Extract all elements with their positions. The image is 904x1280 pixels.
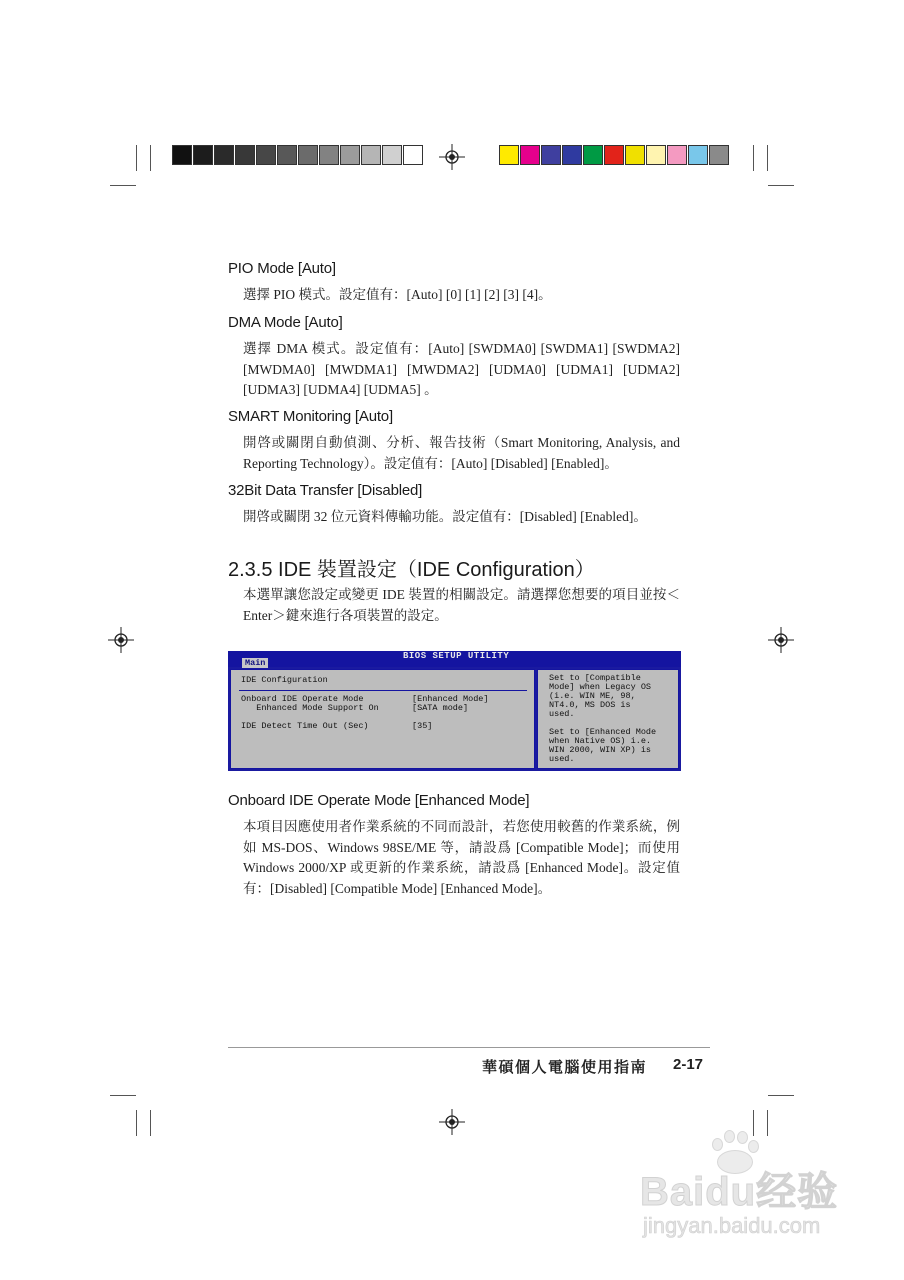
registration-mark-icon <box>439 144 465 170</box>
bios-help-line: used. <box>549 754 575 764</box>
bios-main-panel <box>230 669 535 769</box>
watermark-logo: Baidu经验 <box>640 1170 839 1214</box>
calibration-swatch <box>172 145 192 165</box>
section-intro <box>228 585 680 626</box>
calibration-swatch <box>235 145 255 165</box>
body-text: 本選單讓您設定或變更 IDE 裝置的相關設定。請選擇您想要的項目並按＜Enter＞鍵來進行各項裝置的設定。 <box>243 587 680 623</box>
calibration-swatch <box>277 145 297 165</box>
calibration-swatch <box>583 145 603 165</box>
bios-screenshot <box>228 651 681 771</box>
bios-panel-title: IDE Configuration <box>241 675 328 685</box>
section-body-smart <box>228 433 680 474</box>
bios-header <box>228 651 681 667</box>
section-heading-32bit: 32Bit Data Transfer [Disabled] <box>228 482 423 499</box>
watermark-paw-icon <box>712 1138 723 1151</box>
bios-option-label[interactable]: Onboard IDE Operate Mode <box>241 694 364 704</box>
section-heading-dma: DMA Mode [Auto] <box>228 314 343 331</box>
footer-divider <box>228 1047 710 1048</box>
calibration-swatch <box>499 145 519 165</box>
calibration-swatch <box>520 145 540 165</box>
body-text: 選擇 DMA 模式。設定值有：[Auto] [SWDMA0] [SWDMA1] [SWDMA2] [MWDMA0] [MWDMA1] [MWDMA2] [UDMA0] [UDMA1] [UDMA2] [UDMA3] [UDMA4] [UDMA5] 。 <box>243 341 680 397</box>
crop-mark <box>110 185 136 186</box>
crop-mark <box>768 185 794 186</box>
crop-mark <box>150 1110 151 1136</box>
section-heading-smart: SMART Monitoring [Auto] <box>228 408 393 425</box>
footer-title: 華碩個人電腦使用指南 <box>482 1059 648 1076</box>
bios-help-line: when Native OS) i.e. <box>549 736 652 746</box>
watermark-url: jingyan.baidu.com <box>643 1213 821 1238</box>
section-body-dma <box>228 339 680 401</box>
registration-mark-icon <box>108 627 134 653</box>
registration-mark-icon <box>439 1109 465 1135</box>
calibration-swatch <box>562 145 582 165</box>
crop-mark <box>767 145 768 171</box>
bios-divider <box>239 690 527 691</box>
bios-help-line: (i.e. WIN ME, 98, <box>549 691 636 701</box>
calibration-swatch <box>403 145 423 165</box>
bios-tab-main[interactable]: Main <box>242 658 268 668</box>
crop-mark <box>150 145 151 171</box>
body-text: 開啓或關閉自動偵測、分析、報告技術（Smart Monitoring, Analysis, and Reporting Technology）。設定值有：[Auto] [Disabled] [Enabled]。 <box>243 435 680 471</box>
calibration-swatch <box>214 145 234 165</box>
gray-calibration-bar <box>172 145 424 165</box>
bios-option-label[interactable]: Enhanced Mode Support On <box>241 703 379 713</box>
calibration-swatch <box>688 145 708 165</box>
section-body-pio <box>228 285 680 306</box>
watermark-paw-icon <box>724 1130 735 1143</box>
crop-mark <box>136 145 137 171</box>
calibration-swatch <box>193 145 213 165</box>
crop-mark <box>753 145 754 171</box>
bios-title: BIOS SETUP UTILITY <box>403 651 510 661</box>
section-body-32bit <box>228 507 680 528</box>
bios-help-line: Set to [Enhanced Mode <box>549 727 657 737</box>
bios-help-line: Mode] when Legacy OS <box>549 682 652 692</box>
watermark-paw-icon <box>737 1131 748 1144</box>
body-text: 本項目因應使用者作業系統的不同而設計，若您使用較舊的作業系統，例如 MS-DOS、Windows 98SE/ME 等，請設爲 [Compatible Mode]；而使用 Windows 2000/XP 或更新的作業系統，請設爲 [Enhanced Mode]。設定值有：[Disabled] [Compatible Mode] [Enhanced Mode]。 <box>243 819 680 896</box>
crop-mark <box>136 1110 137 1136</box>
calibration-swatch <box>625 145 645 165</box>
bios-help-line: Set to [Compatible <box>549 673 641 683</box>
bios-help-line: used. <box>549 709 575 719</box>
page-number: 2-17 <box>673 1056 704 1073</box>
crop-mark <box>768 1095 794 1096</box>
bios-option-value[interactable]: [35] <box>412 721 433 731</box>
option-heading: Onboard IDE Operate Mode [Enhanced Mode] <box>228 792 530 809</box>
bios-option-value[interactable]: [SATA mode] <box>412 703 469 713</box>
bios-help-line: NT4.0, MS DOS is <box>549 700 631 710</box>
calibration-swatch <box>709 145 729 165</box>
option-body <box>228 817 680 899</box>
crop-mark <box>110 1095 136 1096</box>
bios-option-label[interactable]: IDE Detect Time Out (Sec) <box>241 721 369 731</box>
calibration-swatch <box>256 145 276 165</box>
watermark-paw-icon <box>748 1140 759 1153</box>
section-title: 2.3.5 IDE 裝置設定（IDE Configuration） <box>228 559 595 581</box>
calibration-swatch <box>298 145 318 165</box>
crop-mark <box>767 1110 768 1136</box>
calibration-swatch <box>541 145 561 165</box>
bios-option-value[interactable]: [Enhanced Mode] <box>412 694 489 704</box>
calibration-swatch <box>340 145 360 165</box>
bios-help-line: WIN 2000, WIN XP) is <box>549 745 652 755</box>
crop-mark <box>753 1110 754 1136</box>
calibration-swatch <box>646 145 666 165</box>
calibration-swatch <box>667 145 687 165</box>
body-text: 選擇 PIO 模式。設定值有：[Auto] [0] [1] [2] [3] [4]。 <box>243 287 552 302</box>
color-calibration-bar <box>499 145 730 165</box>
registration-mark-icon <box>768 627 794 653</box>
calibration-swatch <box>382 145 402 165</box>
body-text: 開啓或關閉 32 位元資料傳輸功能。設定值有：[Disabled] [Enabled]。 <box>243 509 647 524</box>
calibration-swatch <box>604 145 624 165</box>
section-heading-pio: PIO Mode [Auto] <box>228 260 336 277</box>
calibration-swatch <box>319 145 339 165</box>
bios-help-panel <box>537 669 679 769</box>
calibration-swatch <box>361 145 381 165</box>
